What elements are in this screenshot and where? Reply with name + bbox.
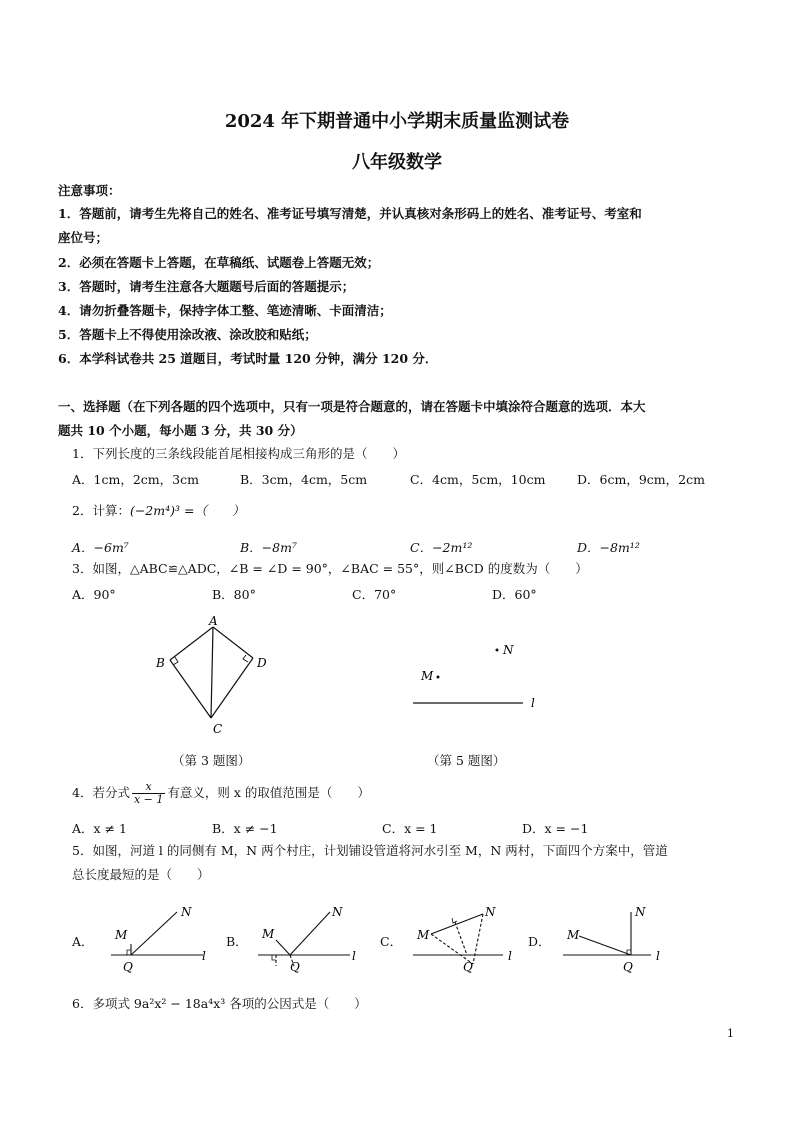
q2-option-d: D．−8m¹²	[577, 540, 640, 555]
label-A: A	[209, 614, 218, 628]
label-M: M	[421, 669, 434, 683]
q5-option-b-figure	[250, 898, 370, 978]
label-N: N	[485, 905, 496, 919]
q5-option-a-letter: A．	[72, 934, 94, 949]
q2-option-c: C．−2m¹²	[410, 540, 473, 555]
label-l: l	[531, 696, 535, 710]
q4-prefix: 4．若分式	[72, 785, 130, 800]
q1-option-c: C．4cm，5cm，10cm	[410, 472, 546, 487]
q1-stem: 1．下列长度的三条线段能首尾相接构成三角形的是（ ）	[72, 446, 405, 461]
notes-item: 座位号；	[58, 230, 109, 245]
notes-item: 3．答题时，请考生注意各大题题号后面的答题提示；	[58, 279, 355, 294]
figure-3-caption: （第 3 题图）	[172, 753, 251, 768]
label-M: M	[262, 927, 275, 941]
q4-fraction	[132, 781, 165, 806]
label-Q: Q	[623, 960, 633, 974]
label-N: N	[635, 905, 646, 919]
label-l: l	[352, 949, 356, 963]
q3-option-d: D．60°	[492, 587, 537, 602]
q4-frac-numerator: x	[132, 781, 165, 794]
section-heading: 一、选择题（在下列各题的四个选项中，只有一项是符合题意的，请在答题卡中填涂符合题意的选项．本大	[58, 399, 646, 414]
q3-stem: 3．如图，△ABC≌△ADC，∠B = ∠D = 90°，∠BAC = 55°，则∠BCD 的度数为（ ）	[72, 561, 588, 576]
notes-item: 1．答题前，请考生先将自己的姓名、准考证号填写清楚，并认真核对条形码上的姓名、准考证号、考室和	[58, 206, 642, 221]
q1-option-b: B．3cm，4cm，5cm	[240, 472, 368, 487]
label-M: M	[567, 928, 580, 942]
q5-option-b-letter: B．	[226, 934, 248, 949]
q5-option-c-letter: C．	[380, 934, 403, 949]
label-N: N	[503, 643, 514, 657]
q5-option-c-figure	[405, 898, 525, 978]
page-number: 1	[727, 1027, 734, 1040]
label-Q: Q	[290, 960, 300, 974]
q2-stem	[72, 503, 244, 519]
q3-option-b: B．80°	[212, 587, 256, 602]
notes-item: 5．答题卡上不得使用涂改液、涂改胶和贴纸；	[58, 327, 317, 342]
q5-option-d-letter: D．	[528, 934, 551, 949]
q2-option-a: A．−6m⁷	[72, 540, 129, 555]
q6-stem: 6．多项式 9a²x² − 18a⁴x³ 各项的公因式是（ ）	[72, 996, 367, 1011]
label-B: B	[156, 656, 165, 670]
q2-prefix: 2．计算：	[72, 503, 130, 518]
label-l: l	[508, 949, 512, 963]
figure-5-caption: （第 5 题图）	[427, 753, 506, 768]
q4-option-d: D．x = −1	[522, 821, 589, 836]
label-M: M	[417, 928, 430, 942]
figure-3-kite	[145, 612, 285, 742]
q5-option-d-figure	[555, 898, 675, 978]
q1-option-d: D．6cm，9cm，2cm	[577, 472, 705, 487]
q4-option-c: C．x = 1	[382, 821, 438, 836]
q4-option-b: B．x ≠ −1	[212, 821, 278, 836]
q4-frac-denominator: x − 1	[133, 793, 164, 806]
label-N: N	[332, 905, 343, 919]
label-D: D	[257, 656, 267, 670]
section-heading: 题共 10 个小题，每小题 3 分，共 30 分）	[58, 423, 303, 438]
exam-subtitle: 八年级数学	[352, 152, 442, 173]
label-Q: Q	[463, 960, 473, 974]
label-C: C	[213, 722, 223, 736]
q1-option-a: A．1cm，2cm，3cm	[72, 472, 199, 487]
notes-heading: 注意事项：	[58, 183, 121, 198]
notes-item: 4．请勿折叠答题卡，保持字体工整、笔迹清晰、卡面清洁；	[58, 303, 392, 318]
q3-option-c: C．70°	[352, 587, 397, 602]
notes-item: 2．必须在答题卡上答题，在草稿纸、试题卷上答题无效；	[58, 255, 380, 270]
label-l: l	[656, 949, 660, 963]
q5-stem-line2: 总长度最短的是（ ）	[72, 867, 210, 882]
figure-5-river	[405, 635, 555, 715]
exam-title: 2024 年下期普通中小学期末质量监测试卷	[224, 111, 570, 132]
q5-option-a-figure	[105, 898, 215, 978]
label-Q: Q	[123, 960, 133, 974]
label-M: M	[115, 928, 128, 942]
label-N: N	[181, 905, 192, 919]
label-l: l	[202, 949, 206, 963]
q5-stem-line1: 5．如图，河道 l 的同侧有 M，N 两个村庄，计划铺设管道将河水引至 M，N 两村，下面四个方案中，管道	[72, 843, 668, 858]
q4-option-a: A．x ≠ 1	[72, 821, 127, 836]
q2-expression: (−2m⁴)³ =（ ）	[129, 503, 245, 518]
q3-option-a: A．90°	[72, 587, 116, 602]
q2-option-b: B．−8m⁷	[240, 540, 297, 555]
q4-suffix: 有意义，则 x 的取值范围是（ ）	[167, 785, 370, 800]
notes-item: 6．本学科试卷共 25 道题目，考试时量 120 分钟，满分 120 分．	[58, 351, 438, 366]
q4-stem	[72, 780, 370, 806]
